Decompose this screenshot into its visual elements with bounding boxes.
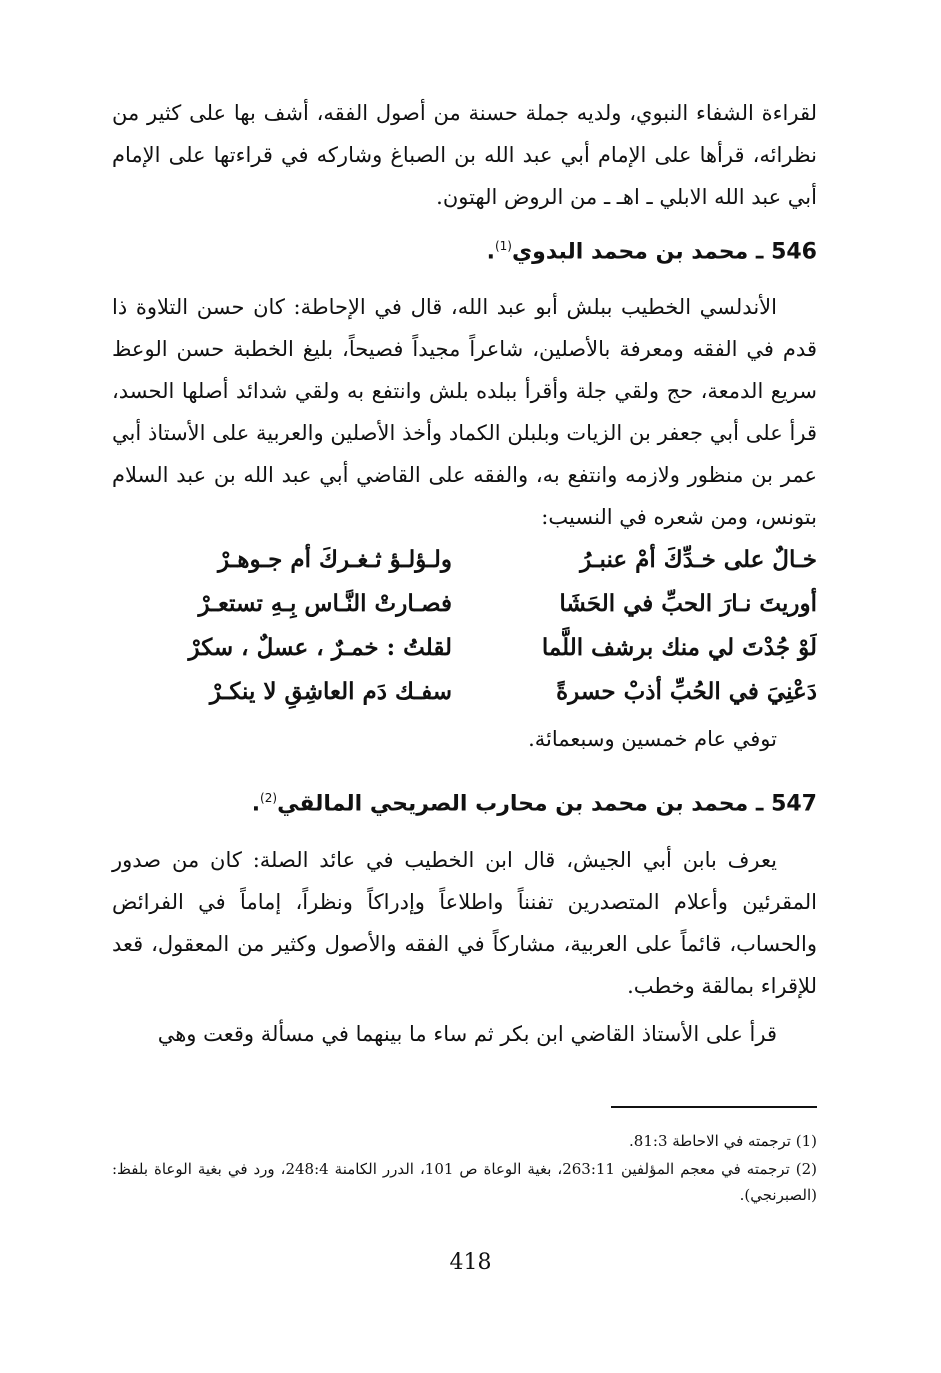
entry-547-title: 547 ـ محمد بن محمد بن محارب الصريحي المالقي — [277, 791, 817, 817]
poem-verse — [112, 670, 817, 714]
verse-first-hemistich: دَعْنِيَ في الحُبِّ أذبْ حسرةً — [556, 678, 817, 706]
footnotes — [112, 1128, 817, 1210]
intro-paragraph: لقراءة الشفاء النبوي، ولديه جملة حسنة من أصول الفقه، أشف بها على كثير من نظرائه، قرأها على الإمام أبي عبد الله بن الصباغ وشاركه في قراءتها على الإمام أبي عبد الله الابلي ـ اهـ ـ من الروض الهتون. — [112, 101, 817, 209]
verse-second-hemistich: لقلتُ : خمـرٌ ، عسلٌ ، سكرْ — [188, 634, 452, 662]
entry-547-heading-tail: . — [251, 791, 261, 817]
page-body — [112, 92, 817, 1055]
footnote-divider — [611, 1106, 817, 1108]
entry-546-death: توفي عام خمسين وسبعمائة. — [528, 727, 777, 752]
entry-547-heading — [112, 778, 817, 824]
poem-verse — [112, 626, 817, 670]
entry-546-heading-tail: . — [486, 239, 495, 265]
poem — [112, 538, 817, 714]
footnote-item: (2) ترجمته في معجم المؤلفين 263:11، بغية الوعاة ص 101، الدرر الكامنة 248:4، ورد في بغية الوعاة بلفظ: (الصبرنجي). — [112, 1160, 817, 1204]
verse-second-hemistich: سفـك دَم العاشِقِ لا ينكـرْ — [209, 678, 452, 706]
verse-first-hemistich: لَوْ جُدْتَ لي منك برشف اللَّما — [541, 634, 817, 662]
poem-verse — [112, 538, 817, 582]
verse-first-hemistich: أوريتَ نـارَ الحبِّ في الحَشَا — [559, 590, 817, 618]
entry-547-paragraph-1: يعرف بابن أبي الجيش، قال ابن الخطيب في عائد الصلة: كان من صدور المقرئين وأعلام المتصدرين تفنناً واطلاعاً وإدراكاً ونظراً، إماماً في الفرائض والحساب، قائماً على العربية، مشاركاً في الفقه والأصول وكثير من المعقول، قعد للإقراء بمالقة وخطب. — [112, 847, 817, 998]
entry-546-title: 546 ـ محمد بن محمد البدوي — [511, 239, 817, 265]
entry-546-footnote-ref: (1) — [494, 239, 512, 253]
entry-546-paragraph: الأندلسي الخطيب ببلش أبو عبد الله، قال في الإحاطة: كان حسن التلاوة ذا قدم في الفقه ومعرفة بالأصلين، شاعراً مجيداً فصيحاً، بليغ الخطبة حسن الوعظ سريع الدمعة، حج ولقي جلة وأقرأ ببلده بلش وانتفع به ولقي شدائد أصلها الحسد، قرأ على أبي جعفر بن الزيات وبلبلن الكماد وأخذ الأصلين والعربية على الأستاذ أبي عمر بن منظور ولازمه وانتفع به، والفقه على القاضي أبي عبد الله بن عبد السلام بتونس، ومن شعره في النسيب: — [112, 295, 817, 530]
poem-verse — [112, 582, 817, 626]
footnote-item: (1) ترجمته في الاحاطة 81:3. — [629, 1132, 817, 1150]
page-number: 418 — [449, 1250, 492, 1275]
entry-547-footnote-ref: (2) — [260, 791, 278, 806]
entry-546-heading — [112, 226, 817, 272]
verse-first-hemistich: خـالٌ على خـدِّكَ أمْ عنبـرُ — [580, 546, 817, 574]
verse-second-hemistich: ولـؤلـؤ ثـغـركَ أم جـوهـرْ — [217, 546, 452, 574]
entry-547-paragraph-2: قرأ على الأستاذ القاضي ابن بكر ثم ساء ما بينهما في مسألة وقعت وهي — [157, 1021, 777, 1046]
verse-second-hemistich: فصـارتْ النَّـاس بِـهِ تستعـرْ — [198, 590, 452, 618]
